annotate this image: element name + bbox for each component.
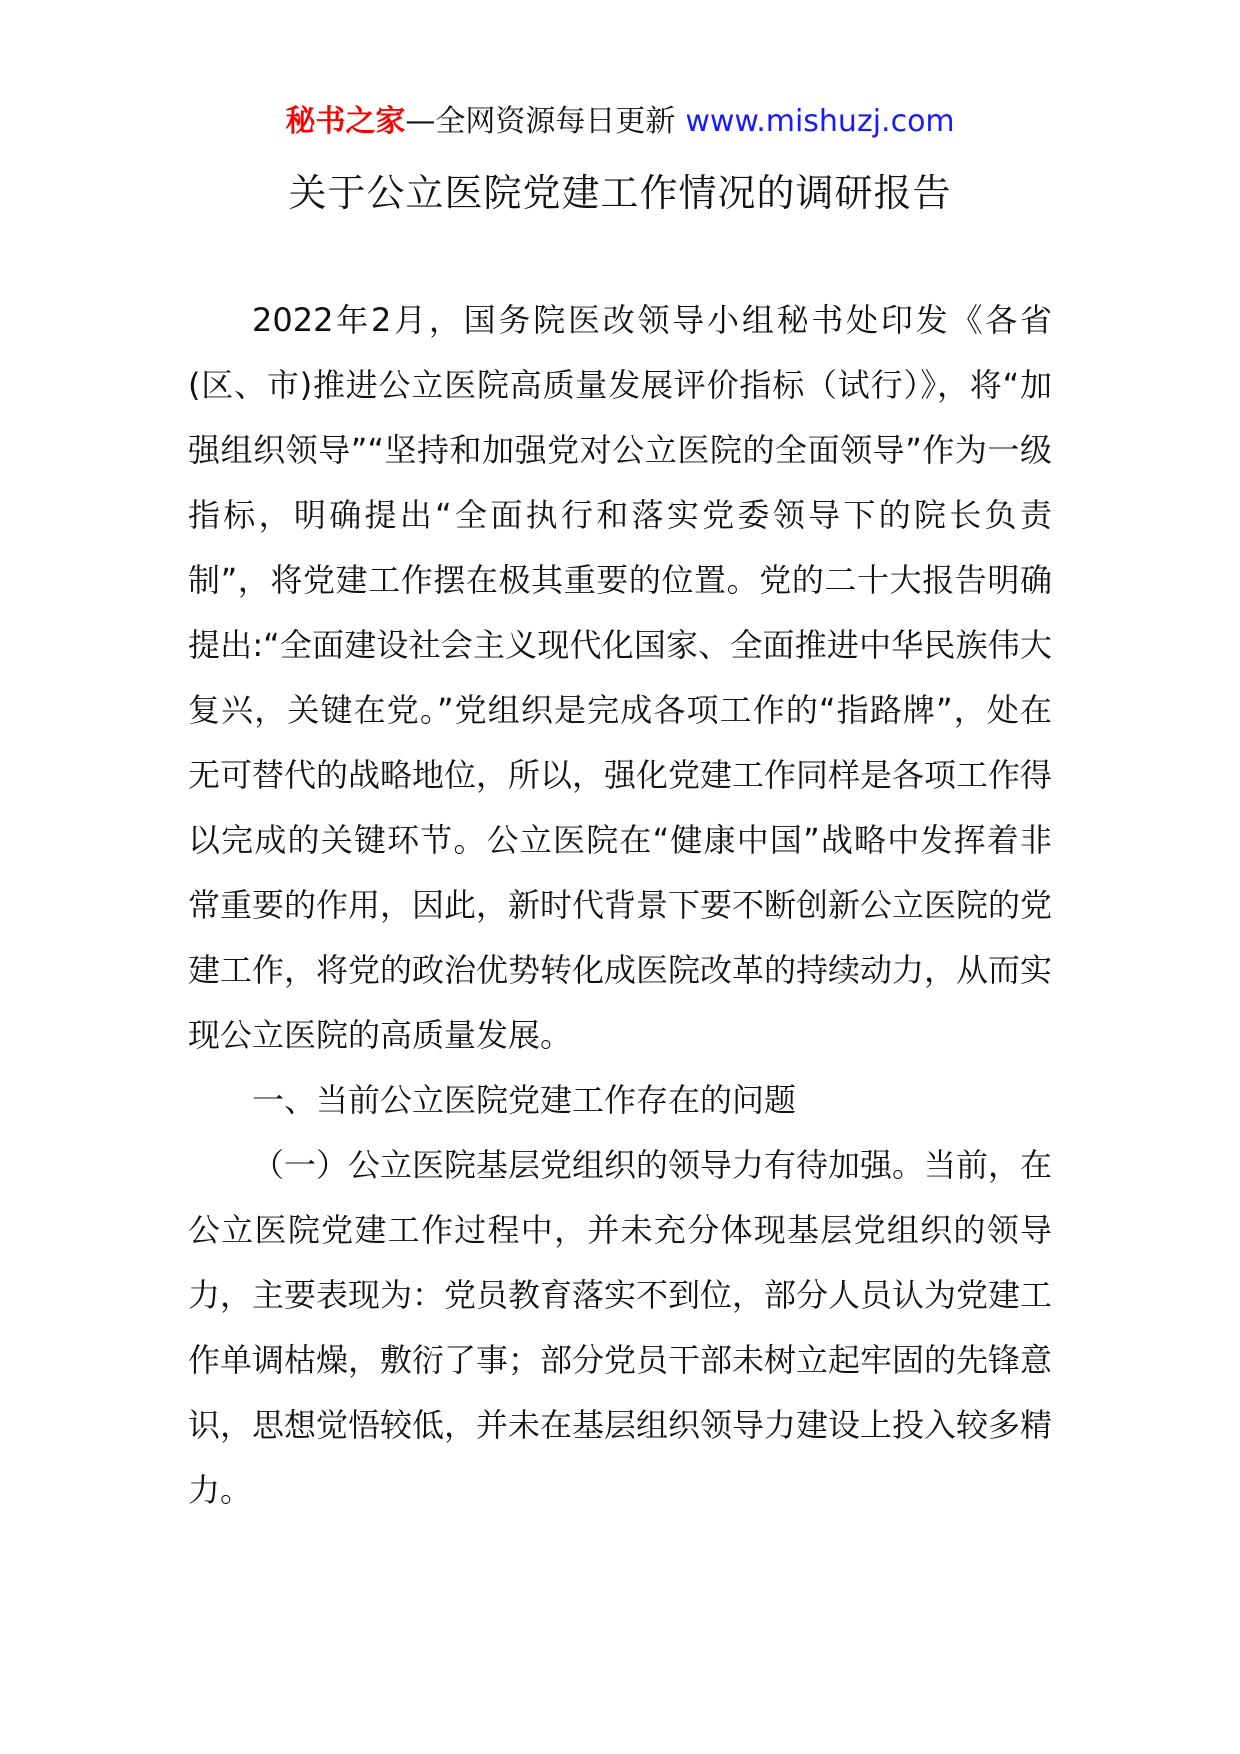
header-tagline: —全网资源每日更新 bbox=[405, 104, 676, 139]
document-body bbox=[188, 288, 1052, 1523]
document-title: 关于公立医院党建工作情况的调研报告 bbox=[288, 171, 952, 215]
brand-name: 秘书之家 bbox=[285, 104, 406, 139]
section-heading: 一、当前公立医院党建工作存在的问题 bbox=[252, 1081, 797, 1119]
site-url-link[interactable]: www.mishuzj.com bbox=[685, 104, 955, 139]
site-header bbox=[0, 100, 1240, 144]
subsection-paragraph: （一）公立医院基层党组织的领导力有待加强。当前，在公立医院党建工作过程中，并未充分体现基层党组织的领导力，主要表现为：党员教育落实不到位，部分人员认为党建工作单调枯燥，敷衍了事；部分党员干部未树立起牢固的先锋意识，思想觉悟较低，并未在基层组织领导力建设上投入较多精力。 bbox=[188, 1146, 1053, 1509]
intro-paragraph: 2022年2月，国务院医改领导小组秘书处印发《各省(区、市)推进公立医院高质量发展评价指标（试行）》，将“加强组织领导”“坚持和加强党对公立医院的全面领导”作为一级指标，明确提出“全面执行和落实党委领导下的院长负责制”，将党建工作摆在极其重要的位置。党的二十大报告明确提出:“全面建设社会主义现代化国家、全面推进中华民族伟大复兴，关键在党。”党组织是完成各项工作的“指路牌”，处在无可替代的战略地位，所以，强化党建工作同样是各项工作得以完成的关键环节。公立医院在“健康中国”战略中发挥着非常重要的作用，因此，新时代背景下要不断创新公立医院的党建工作，将党的政治优势转化成医院改革的持续动力，从而实现公立医院的高质量发展。 bbox=[188, 301, 1053, 1054]
